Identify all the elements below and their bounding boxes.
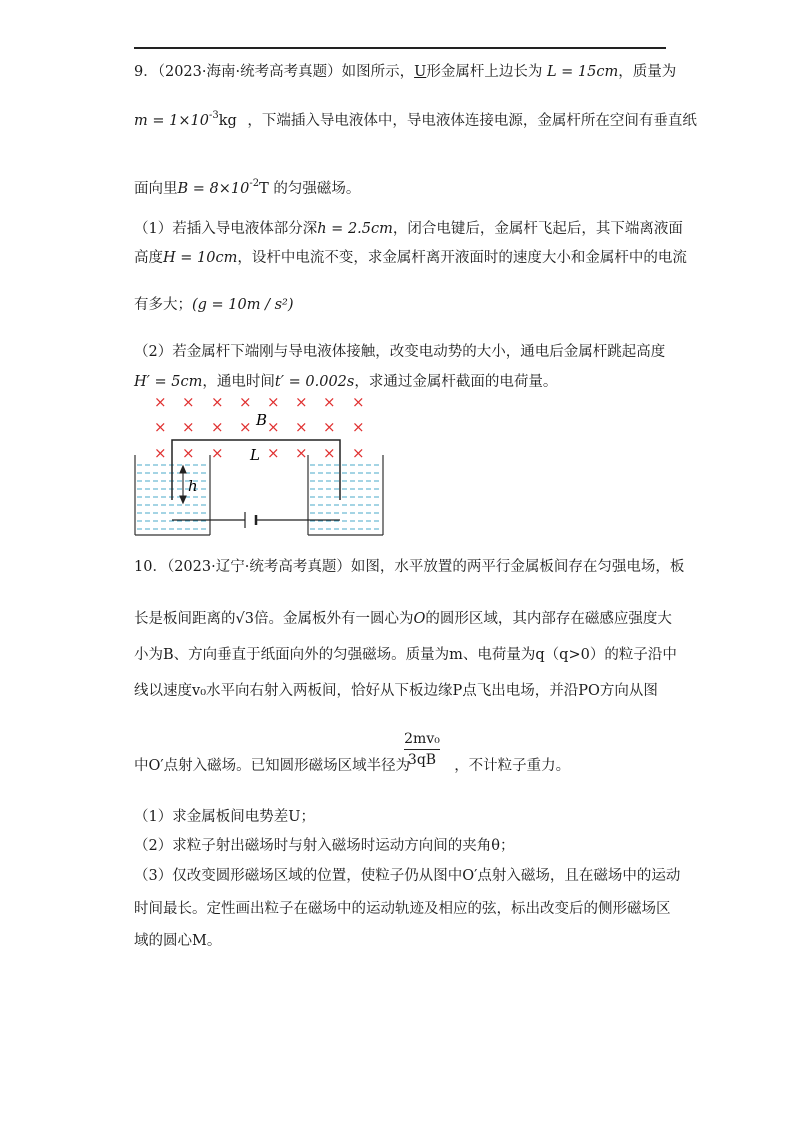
field-cross-mark: × (323, 393, 336, 411)
field-cross-mark: × (154, 393, 167, 411)
q9-part1-line2: 高度H = 10cm，设杆中电流不变，求金属杆离开液面时的速度大小和金属杆中的电流 (134, 250, 687, 266)
field-cross-mark: × (267, 418, 280, 436)
label-h: h (188, 477, 198, 495)
right-beaker (308, 455, 383, 535)
q9-line3: 面向里$B = 8\times 10^{-2}T$ 的匀强磁场。 (134, 178, 361, 197)
depth-arrow (180, 466, 186, 503)
field-cross-mark: × (352, 418, 365, 436)
q10-sub3-line2: 时间最长。定性画出粒子在磁场中的运动轨迹及相应的弦，标出改变后的侧形磁场区 (134, 901, 671, 917)
q9-part2-line1: （2）若金属杆下端刚与导电液体接触，改变电动势的大小，通电后金属杆跳起高度 (134, 344, 666, 360)
q10-sub2: （2）求粒子射出磁场时与射入磁场时运动方向间的夹角θ； (134, 838, 515, 854)
q10-sub3-line3: 域的圆心M。 (134, 933, 222, 949)
q10-line4: 线以速度v₀水平向右射入两板间，恰好从下板边缘P点飞出电场，并沿PO方向从图 (134, 683, 658, 699)
q10-sub1: （1）求金属板间电势差U； (134, 809, 315, 825)
field-cross-mark: × (239, 393, 252, 411)
field-cross-mark: × (267, 444, 280, 462)
q9-line2: $m = 1\times 10^{-3}kg$ ，下端插入导电液体中，导电液体连接电源，金属杆所在空间有垂直纸 (134, 110, 697, 129)
fraction-bar (404, 749, 440, 750)
q9-line1: 9．（2023·海南·统考高考真题）如图所示，U形金属杆上边长为 L = 15cm，质量为 (134, 64, 677, 80)
field-cross-mark: × (323, 418, 336, 436)
field-cross-mark: × (182, 418, 195, 436)
field-cross-mark: × (211, 444, 224, 462)
field-cross-mark: × (295, 418, 308, 436)
label-L: L (250, 446, 260, 464)
field-cross-mark: × (154, 444, 167, 462)
field-cross-mark: × (182, 444, 195, 462)
q10-line5: 中O′点射入磁场。已知圆形磁场区域半径为 ，不计粒子重力。 (134, 758, 571, 774)
field-cross-mark: × (323, 444, 336, 462)
field-cross-mark: × (211, 418, 224, 436)
q9-part1-line1: （1）若插入导电液体部分深h = 2.5cm，闭合电键后，金属杆飞起后，其下端离液面 (134, 221, 683, 237)
field-cross-mark: × (295, 393, 308, 411)
q10-sub3-line1: （3）仅改变圆形磁场区域的位置，使粒子仍从图中O′点射入磁场，且在磁场中的运动 (134, 868, 681, 884)
field-cross-mark: × (295, 444, 308, 462)
field-cross-mark: × (182, 393, 195, 411)
q9-part2-line2: H′ = 5cm，通电时间t′ = 0.002s，求通过金属杆截面的电荷量。 (134, 374, 558, 390)
field-cross-mark: × (352, 444, 365, 462)
fraction-numerator: 2mv₀ (404, 731, 440, 747)
q10-line3: 小为B、方向垂直于纸面向外的匀强磁场。质量为m、电荷量为q（q>0）的粒子沿中 (134, 647, 677, 663)
circuit-wire (172, 512, 340, 528)
q9-part1-line3: 有多大；(g = 10m / s²) (134, 297, 294, 313)
field-cross-mark: × (239, 418, 252, 436)
q10-line2: 长是板间距离的√3倍。金属板外有一圆心为O的圆形区域，其内部存在磁感应强度大 (134, 611, 672, 627)
q10-line1: 10．（2023·辽宁·统考高考真题）如图，水平放置的两平行金属板间存在匀强电场，板 (134, 559, 685, 575)
field-cross-mark: × (211, 393, 224, 411)
label-B: B (256, 411, 268, 429)
field-cross-mark: × (267, 393, 280, 411)
field-cross-mark: × (352, 393, 365, 411)
field-cross-mark: × (154, 418, 167, 436)
fraction-denominator: 3qB (407, 752, 437, 768)
